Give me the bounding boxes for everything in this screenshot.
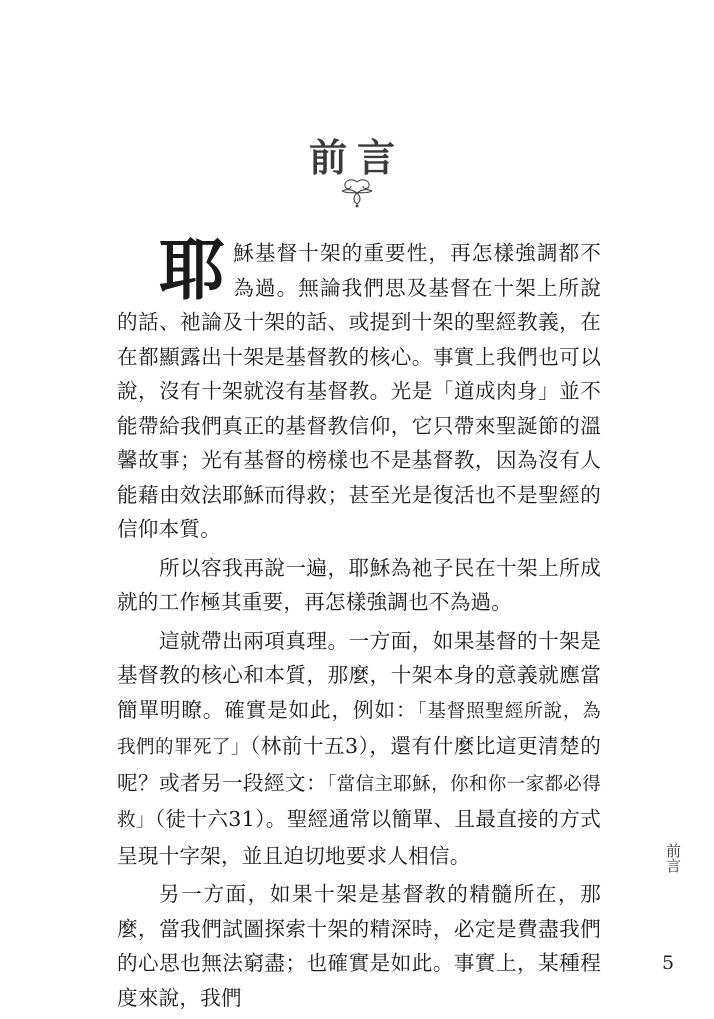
paragraph-3 — [117, 624, 601, 874]
body-text — [117, 232, 602, 1019]
paragraph-3-text-3: （徒十六31）。聖經通常以簡單、且最直接的方式呈現十字架，並且迫切地要求人相信。 — [117, 807, 602, 868]
paragraph-3-text-1: 這就帶出兩項真理。一方面，如果基督的十架是基督教的核心和本質，那麼，十架本身的意義就應當簡單明瞭。確實是如此，例如： — [117, 628, 601, 722]
chapter-title: 前言 — [308, 136, 405, 180]
paragraph-4: 另一方面，如果十架是基督教的精髓所在，那麼，當我們試圖探索十架的精深時，必定是費盡我們的心思也無法窮盡；也確實是如此。事實上，某種程度來說，我們 — [117, 882, 601, 1010]
scripture-quote-2: 「當信主耶穌，你和你一家都必得救」 — [117, 773, 601, 831]
paragraph-3-text-2: （林前十五3），還有什麼比這更清楚的呢？或者另一段經文： — [117, 734, 601, 795]
scripture-quote-1: 「基督照聖經所說，為我們的罪死了」 — [117, 700, 601, 758]
paragraph-2: 所以容我再說一遍，耶穌為祂子民在十架上所成就的工作極其重要，再怎樣強調也不為過。 — [117, 555, 601, 614]
drop-cap: 耶 — [159, 232, 226, 309]
paragraph-1-text: 穌基督十架的重要性，再怎樣強調都不為過。無論我們思及基督在十架上所說的話、祂論及十架的話、或提到十架的聖經教義，在在都顯露出十架是基督教的核心。事實上我們也可以說，沒有十架就沒有基督教。光是「道成肉身」並不能帶給我們真正的基督教信仰，它只帶來聖誕節的溫馨故事；光有基督的榜樣也不是基督教，因為沒有人能藉由效法耶穌而得救；甚至光是復活也不是聖經的信仰本質。 — [117, 241, 601, 541]
paragraph-1 — [117, 232, 601, 547]
ornament-flourish-icon — [340, 178, 374, 208]
page-number: 5 — [662, 952, 675, 974]
running-header-vertical: 前言 — [664, 843, 682, 873]
